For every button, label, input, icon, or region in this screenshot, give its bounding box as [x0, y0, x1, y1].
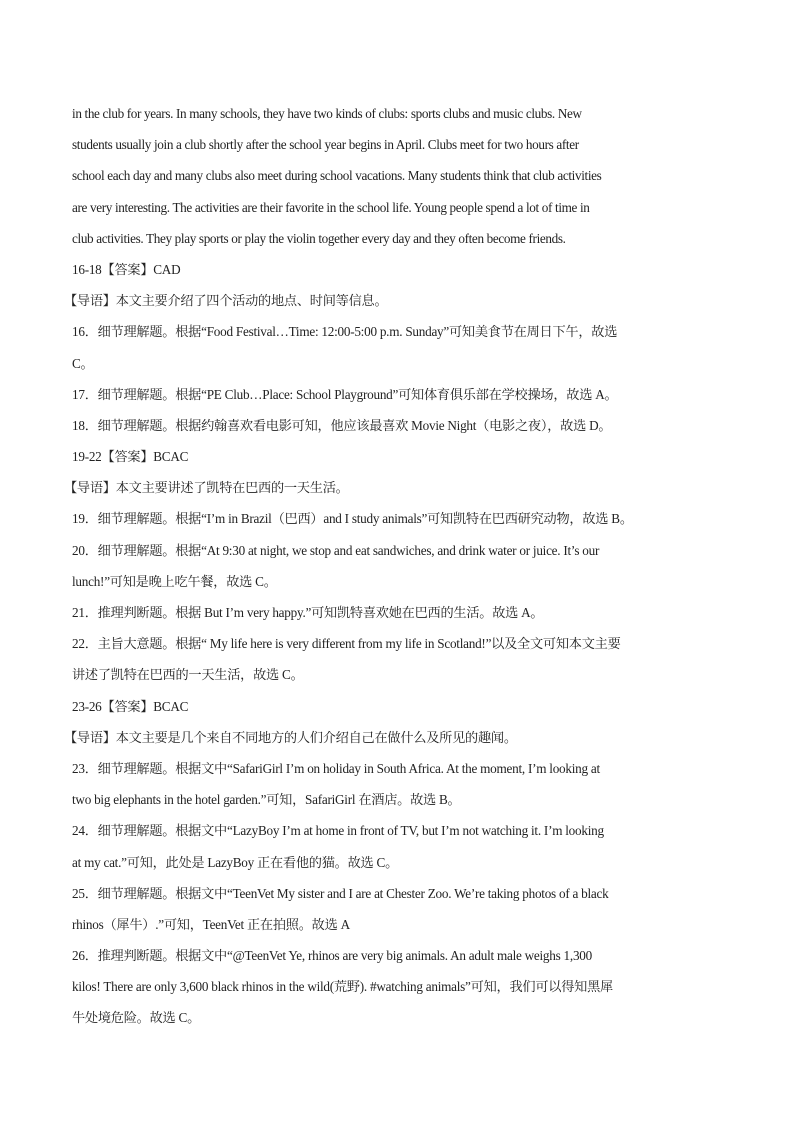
guide-text: 【导语】本文主要是几个来自不同地方的人们介绍自己在做什么及所见的趣闻。 — [64, 729, 517, 745]
passage-line: are very interesting. The activities are their favorite in the school life. Young people spend a lot of time in — [72, 199, 590, 215]
explanation-line: 17．细节理解题。根据“PE Club…Place: School Playground”可知体育俱乐部在学校操场，故选 A。 — [72, 386, 618, 402]
document-page — [64, 98, 724, 1034]
explanation-line: 18．细节理解题。根据约翰喜欢看电影可知，他应该最喜欢 Movie Night（电影之夜），故选 D。 — [72, 417, 612, 433]
explanation-line: kilos! There are only 3,600 black rhinos in the wild(荒野). #watching animals”可知，我们可以得知黑犀 — [72, 979, 613, 995]
passage-line: school each day and many clubs also meet during school vacations. Many students think that club activities — [72, 168, 602, 184]
answer-key: 23-26【答案】BCAC — [72, 698, 189, 714]
explanation-line: 19．细节理解题。根据“I’m in Brazil（巴西）and I study animals”可知凯特在巴西研究动物，故选 B。 — [72, 511, 633, 527]
answer-section-16-18 — [64, 254, 724, 441]
explanation-line: 20．细节理解题。根据“At 9:30 at night, we stop and eat sandwiches, and drink water or juice. It’s our — [72, 542, 600, 558]
explanation-line: 22．主旨大意题。根据“ My life here is very different from my life in Scotland!”以及全文可知本文主要 — [72, 636, 621, 652]
explanation-line: at my cat.”可知，此处是 LazyBoy 正在看他的猫。故选 C。 — [72, 854, 399, 870]
answer-key: 16-18【答案】CAD — [72, 261, 181, 277]
passage-line: students usually join a club shortly after the school year begins in April. Clubs meet for two hours after — [72, 137, 579, 153]
answer-section-19-22 — [64, 441, 724, 691]
passage-line: in the club for years. In many schools, they have two kinds of clubs: sports clubs and music clubs. New — [72, 106, 582, 121]
explanation-line: 26．推理判断题。根据文中“@TeenVet Ye, rhinos are very big animals. An adult male weighs 1,300 — [72, 948, 592, 964]
explanation-line: 牛处境危险。故选 C。 — [72, 1010, 201, 1026]
explanation-line: C。 — [72, 355, 94, 371]
explanation-line: 24．细节理解题。根据文中“LazyBoy I’m at home in front of TV, but I’m not watching it. I’m looking — [72, 823, 604, 839]
explanation-line: two big elephants in the hotel garden.”可知，SafariGirl 在酒店。故选 B。 — [72, 792, 461, 808]
passage-paragraph — [72, 98, 724, 254]
passage-line: club activities. They play sports or play the violin together every day and they often become friends. — [72, 230, 566, 246]
explanation-line: 23．细节理解题。根据文中“SafariGirl I’m on holiday in South Africa. At the moment, I’m looking at — [72, 760, 600, 776]
explanation-line: lunch!”可知是晚上吃午餐，故选 C。 — [72, 573, 277, 589]
explanation-line: 16．细节理解题。根据“Food Festival…Time: 12:00-5:00 p.m. Sunday”可知美食节在周日下午，故选 — [72, 324, 618, 340]
answer-key: 19-22【答案】BCAC — [72, 449, 189, 465]
guide-text: 【导语】本文主要讲述了凯特在巴西的一天生活。 — [64, 480, 349, 496]
guide-text: 【导语】本文主要介绍了四个活动的地点、时间等信息。 — [64, 293, 388, 309]
explanation-line: 25．细节理解题。根据文中“TeenVet My sister and I are at Chester Zoo. We’re taking photos of a black — [72, 885, 609, 901]
answer-section-23-26 — [64, 691, 724, 1034]
explanation-line: 讲述了凯特在巴西的一天生活，故选 C。 — [72, 667, 304, 683]
explanation-line: rhinos（犀牛）.”可知，TeenVet 正在拍照。故选 A — [72, 916, 350, 932]
explanation-line: 21．推理判断题。根据 But I’m very happy.”可知凯特喜欢她在巴西的生活。故选 A。 — [72, 605, 544, 620]
